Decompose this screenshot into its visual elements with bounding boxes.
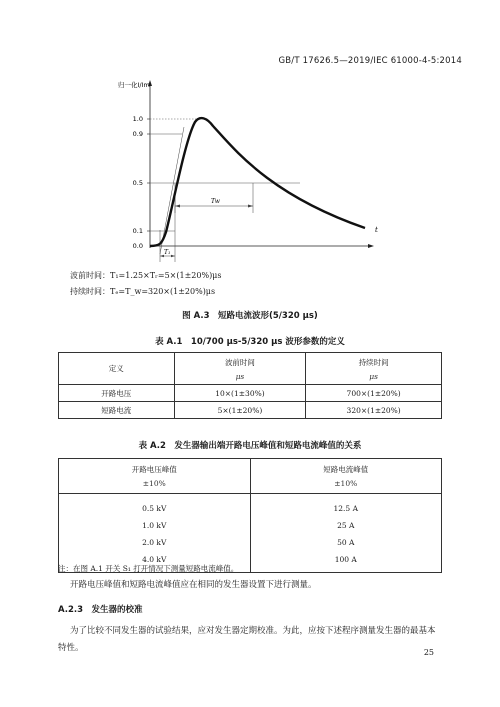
x-axis-arrow [368, 244, 374, 248]
table-header-row [59, 459, 442, 494]
waveform-parameter-table [58, 352, 442, 419]
document-header: GB/T 17626.5—2019/IEC 61000-4-5:2014 [278, 56, 462, 66]
y-tick-1.0: 1.0 [132, 115, 143, 123]
y-tick-0.9: 0.9 [132, 130, 143, 138]
table2-note: 注：在图 A.1 开关 S₁ 打开情况下测量短路电流峰值。 [58, 564, 239, 573]
y-tick-0.5: 0.5 [132, 179, 143, 187]
header-duration: 持续时间 μs [306, 353, 442, 385]
peak-relationship-table [58, 458, 442, 573]
y-tick-0.0: 0.0 [132, 242, 143, 250]
y-tick-0.1: 0.1 [132, 227, 143, 235]
table-header-row [59, 353, 442, 385]
header-definition: 定义 [59, 353, 175, 385]
waveform-figure [0, 0, 500, 290]
t1-label: T₁ [164, 249, 171, 256]
y-axis-label: 归一化I/Im [118, 81, 150, 89]
header-front-time: 波前时间 μs [174, 353, 306, 385]
front-time-note: 波前时间：T₁=1.25×Tᵣ=5×(1±20%)μs [70, 271, 222, 280]
table-row: 0.5 kV 12.5 A [59, 494, 442, 518]
figure-caption: 图 A.3 短路电流波形(5/320 μs) [182, 311, 318, 321]
table1-caption: 表 A.1 10/700 μs-5/320 μs 波形参数的定义 [155, 337, 345, 347]
table-row: 4.0 kV 100 A [59, 551, 442, 573]
table-row: 短路电流 5×(1±20%) 320×(1±20%) [59, 402, 442, 419]
section-heading: A.2.3 发生器的校准 [58, 605, 143, 615]
front-time-tangent [160, 127, 184, 254]
x-axis-label: t [375, 226, 378, 234]
table-row: 2.0 kV 50 A [59, 534, 442, 551]
table-row: 1.0 kV 25 A [59, 517, 442, 534]
tw-label: Tw [211, 198, 220, 205]
calibration-paragraph-line2: 特性。 [58, 643, 84, 653]
header-current: 短路电流峰值 ±10% [250, 459, 442, 494]
page-number: 25 [423, 648, 434, 657]
measurement-paragraph: 开路电压峰值和短路电流峰值应在相同的发生器设置下进行测量。 [70, 580, 317, 590]
header-voltage: 开路电压峰值 ±10% [59, 459, 251, 494]
duration-note: 持续时间：Tₑ=T_w=320×(1±20%)μs [70, 287, 216, 296]
table-row: 开路电压 10×(1±30%) 700×(1±20%) [59, 385, 442, 402]
calibration-paragraph-line1: 为了比较不同发生器的试验结果，应对发生器定期校准。为此，应按下述程序测量发生器的最基本 [70, 626, 436, 636]
table2-caption: 表 A.2 发生器输出端开路电压峰值和短路电流峰值的关系 [138, 441, 362, 451]
